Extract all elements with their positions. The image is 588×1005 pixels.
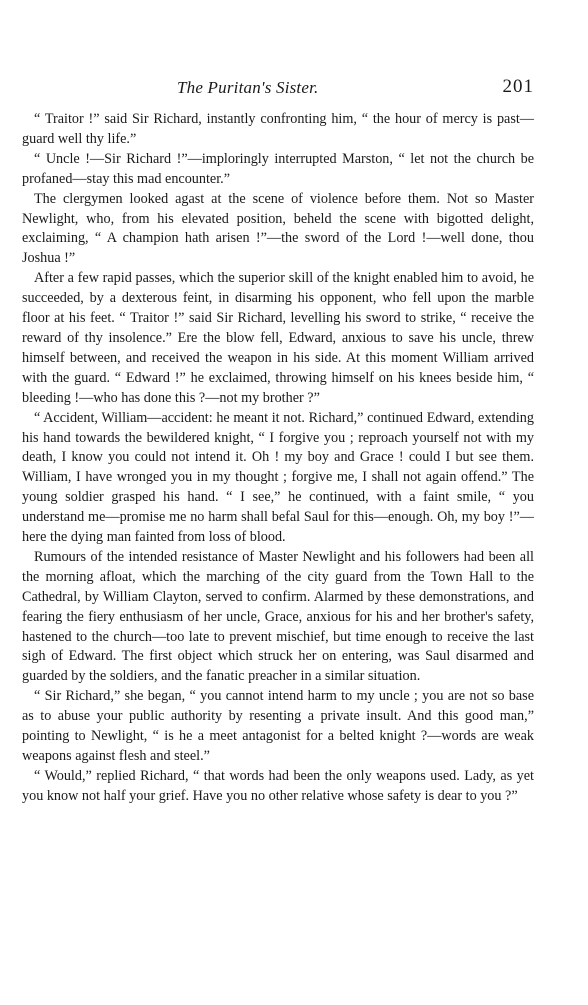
paragraph: The clergymen looked agast at the scene of violence before them. Not so Master Newlight, who, from his elevated position, beheld the scene with bigotted delight, exclaiming, “ A champion hath arisen !”—the sword of the Lord !—well done, thou Joshua !” — [22, 190, 534, 267]
paragraph: “ Uncle !—Sir Richard !”—imploringly interrupted Marston, “ let not the church be profaned—stay this mad encounter.” — [22, 150, 534, 187]
paragraph: Rumours of the intended resistance of Master Newlight and his followers had been all the morning afloat, which the marching of the city guard from the Town Hall to the Cathedral, by William Clayton, served to confirm. Alarmed by these demonstrations, and fearing the fiery enthusiasm of her uncle, Grace, anxious for his and her brother's safety, hastened to the church—too late to prevent mischief, but time enough to receive the last sigh of Edward. The first object which struck her on entering, was Saul disarmed and guarded by the soldiers, and the fanatic preacher in a similar situation. — [22, 548, 534, 685]
body-text — [22, 110, 534, 807]
paragraph: “ Traitor !” said Sir Richard, instantly confronting him, “ the hour of mercy is past—guard well thy life.” — [22, 111, 534, 147]
book-page — [22, 70, 534, 807]
paragraph: “ Accident, William—accident: he meant it not. Richard,” continued Edward, extending his hand towards the bewildered knight, “ I forgive you ; reproach yourself not with my death, I know you could not intend it. Oh ! my boy and Grace ! could I but see them. William, I have wronged you in my thought ; forgive me, I shall not again offend.” The young soldier grasped his hand. “ I see,” he continued, with a faint smile, “ you understand me—promise me no harm shall befal Saul for this—enough. Oh, my boy !”—here the dying man fainted from loss of blood. — [22, 409, 534, 546]
paragraph: “ Would,” replied Richard, “ that words had been the only weapons used. Lady, as yet you know not half your grief. Have you no other relative whose safety is dear to you ?” — [22, 767, 534, 804]
running-title: The Puritan's Sister. — [177, 78, 319, 97]
running-head — [22, 70, 534, 100]
page-number: 201 — [502, 76, 534, 97]
paragraph: “ Sir Richard,” she began, “ you cannot intend harm to my uncle ; you are not so base as to abuse your public authority by resenting a private insult. And this good man,” pointing to Newlight, “ is he a meet antagonist for a belted knight ?—words are weak weapons against flesh and steel.” — [22, 688, 534, 764]
paragraph: After a few rapid passes, which the superior skill of the knight enabled him to avoid, he succeeded, by a dexterous feint, in disarming his opponent, who fell upon the marble floor at his feet. “ Traitor !” said Sir Richard, levelling his sword to strike, “ receive the reward of thy insolence.” Ere the blow fell, Edward, anxious to save his uncle, threw himself between, and received the weapon in his side. At this moment William arrived with the guard. “ Edward !” he exclaimed, throwing himself on his knees beside him, “ bleeding !—who has done this ?—not my brother ?” — [22, 270, 534, 406]
